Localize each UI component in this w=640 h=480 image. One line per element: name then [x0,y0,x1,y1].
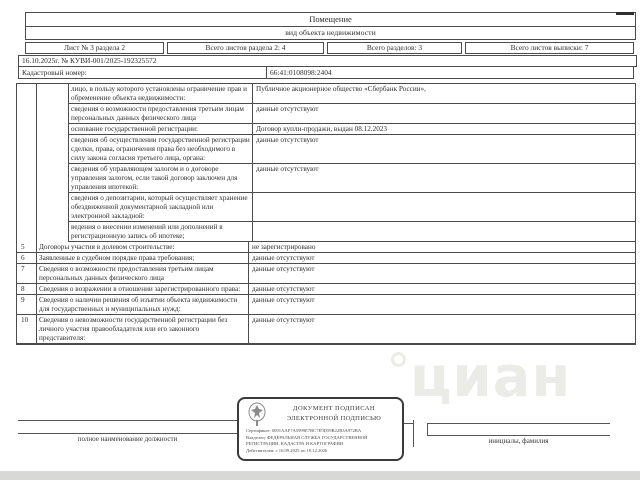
object-type-box [25,12,636,40]
row-label: сведения о депозитарии, который осуществляет хранение обездвиженной документарной закладной или электронной закладной: [68,193,253,222]
row-indent [17,84,68,104]
document-number-row: 16.10.2025г. № КУВИ-001/2025-192325572 [18,55,637,67]
row-number: 10 [17,315,37,344]
sheet-number-cell: Лист № 3 раздела 2 [25,42,164,54]
row-number: 9 [17,295,37,315]
row-value: Договор купли-продажи, выдан 08.12.2023 [253,124,635,135]
table-row [17,84,635,104]
table-row [17,164,635,193]
row-value: данные отсутствуют [249,315,635,344]
electronic-signature-stamp [237,397,404,461]
table-row [17,222,635,242]
table-row [17,284,635,295]
cian-watermark-dot [391,352,406,367]
row-label: Сведения о возражении в отношении зарегистрированного права: [37,284,249,295]
table-row [17,193,635,222]
stamp-validity: Действителен: с 16.09.2025 по 10.12.2026 [246,448,328,453]
cadastral-number-value: 66:41:0108098:2404 [270,68,332,77]
extract-sheets-total-cell: Всего листов выписки: 7 [465,42,634,54]
row-value: данные отсутствуют [249,284,635,295]
signature-right-edge [427,423,428,435]
signature-line-left-bottom [18,433,237,434]
signature-line-right-bottom [427,435,610,436]
row-number: 8 [17,284,37,295]
row-value [253,222,635,242]
signature-line-right-top [427,423,610,424]
table-row [17,315,635,344]
stamp-certificate: Сертификат: 0091AAF7A5999E7BC7E9D59B22B3A972BA [246,428,362,433]
position-name-label: полное наименование должности [77,435,178,443]
stamp-title-line1: ДОКУМЕНТ ПОДПИСАН [292,405,376,412]
row-value: данные отсутствуют [249,264,635,284]
scan-bottom-edge [0,471,640,480]
row-indent [17,124,68,135]
table-row [17,242,635,253]
row-label: сведения об осуществлении государственной регистрации сделки, права, ограничения права без необходимого в силу закона согласия третьего лица, органа: [68,135,253,164]
row-indent [17,164,68,193]
sections-total-cell: Всего разделов: 3 [327,42,462,54]
object-type-value: Помещение [26,13,635,27]
row-value [253,193,635,222]
row-label: ведения о внесении изменений или дополнений в регистрационную запись об ипотеке; [68,222,253,242]
sheet-info-row [25,42,634,54]
row-value: данные отсутствуют [253,104,635,124]
cian-watermark: циан [410,345,572,410]
row-value: Публичное акционерное общество «Сбербанк России», [253,84,635,104]
row-label: Заявленные в судебном порядке права требования; [37,253,249,264]
row-label: Договоры участия в долевом строительстве: [37,242,249,253]
scan-artifact-mark [616,12,634,15]
row-label: Сведения о наличии решения об изъятии объекта недвижимости для государственных и муниципальных нужд: [37,295,249,315]
table-row [17,104,635,124]
row-value: данные отсутствуют [249,253,635,264]
row-number: 6 [17,253,37,264]
table-row [17,135,635,164]
row-label: основание государственной регистрации: [68,124,253,135]
cadastral-number-label: Кадастровый номер: [19,67,267,78]
numbered-rows-section [17,242,635,344]
mortgage-subsection [17,84,635,242]
restrictions-table [16,83,636,345]
object-type-caption: вид объекта недвижимости [285,28,376,37]
row-indent [17,193,68,222]
stamp-title-line2: ЭЛЕКТРОННОЙ ПОДПИСЬЮ [286,415,382,422]
stamp-owner: Владелец: ФЕДЕРАЛЬНАЯ СЛУЖБА ГОСУДАРСТВЕННОЙ РЕГИСТРАЦИИ, КАДАСТРА И КАРТОГРАФИИ [246,435,368,446]
row-value: данные отсутствуют [253,164,635,193]
column-divider [36,84,37,242]
row-indent [17,222,68,242]
row-number: 7 [17,264,37,284]
row-value: данные отсутствуют [253,135,635,164]
signature-connector [404,423,413,424]
section-sheets-total-cell: Всего листов раздела 2: 4 [167,42,324,54]
rosreestr-emblem-icon [247,402,267,426]
signature-line-left-top [18,420,237,421]
row-label: сведения об управляющем залогом и о договоре управления залогом, если такой договор заключен для управления ипотекой: [68,164,253,193]
initials-surname-label: инициалы, фамилия [488,437,549,445]
row-indent [17,104,68,124]
table-row [17,295,635,315]
row-number: 5 [17,242,37,253]
table-row [17,124,635,135]
row-value: данные отсутствуют [249,295,635,315]
cadastral-number-row [18,66,634,79]
row-label: Сведения о возможности предоставления третьим лицам персональных данных физического лица [37,264,249,284]
signature-divider [413,420,414,447]
row-indent [17,135,68,164]
row-label: лицо, в пользу которого установлены ограничение прав и обременение объекта недвижимости: [68,84,253,104]
row-label: Сведения о невозможности государственной регистрации без личного участия правообладателя или его законного представителя: [37,315,249,344]
table-row [17,264,635,284]
row-label: сведения о возможности предоставления третьим лицам персональных данных физического лица [68,104,253,124]
row-value: не зарегистрировано [249,242,635,253]
table-row [17,253,635,264]
